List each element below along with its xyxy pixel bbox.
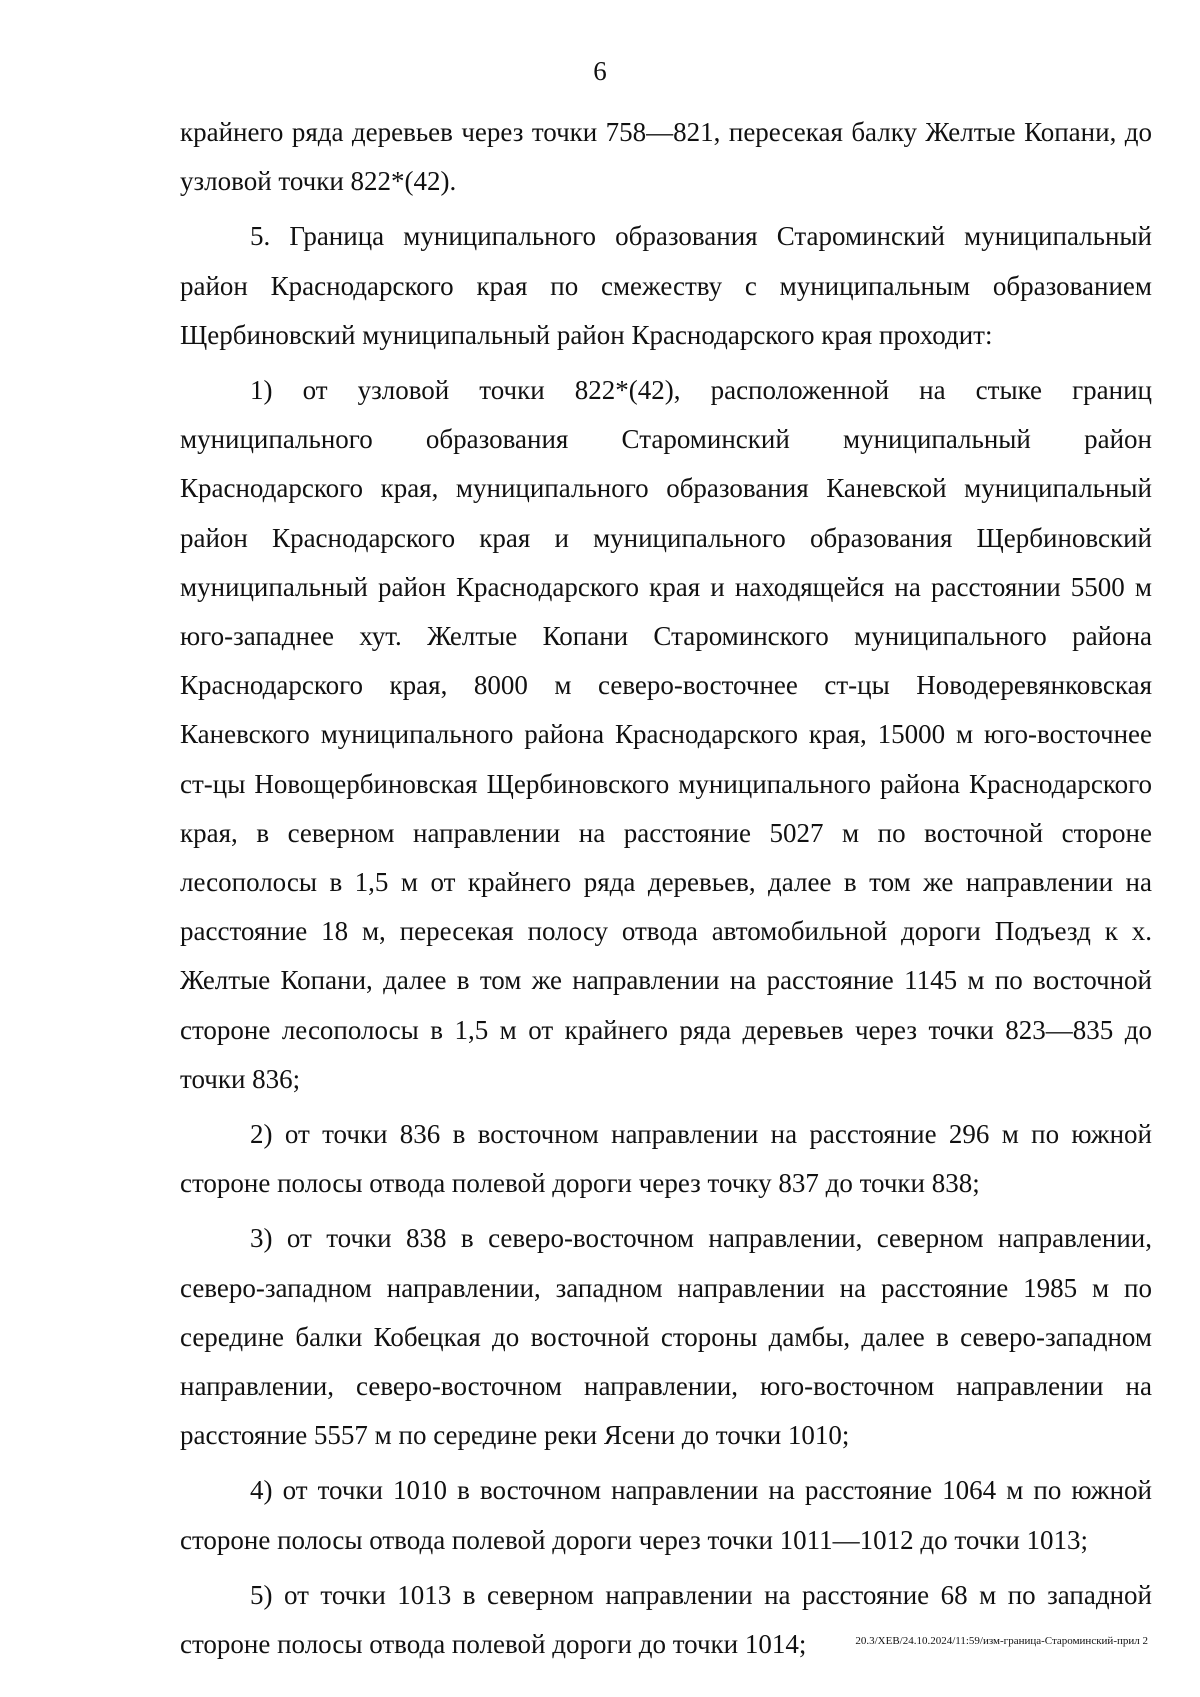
paragraph-continuation: крайнего ряда деревьев через точки 758—821, пересекая балку Желтые Копани, до узловой точки 822*(42). <box>180 117 1152 197</box>
paragraph-item-2: 2) от точки 836 в восточном направлении на расстояние 296 м по южной стороне полосы отвода полевой дороги через точку 837 до точки 838; <box>180 1119 1152 1199</box>
document-footer-reference: 20.3/ХЕВ/24.10.2024/11:59/изм-граница-Староминский-прил 2 <box>855 1635 1148 1647</box>
paragraph-item-4: 4) от точки 1010 в восточном направлении на расстояние 1064 м по южной стороне полосы отвода полевой дороги через точки 1011—1012 до точки 1013; <box>180 1475 1152 1555</box>
paragraph-section-5: 5. Граница муниципального образования Староминский муниципальный район Краснодарского края по смежеству с муниципальным образованием Щербиновский муниципальный район Краснодарского края проходит: <box>180 221 1152 350</box>
paragraph-item-3: 3) от точки 838 в северо-восточном направлении, северном направлении, северо-западном направлении, западном направлении на расстояние 1985 м по середине балки Кобецкая до восточной стороны дамбы, далее в северо-западном направлении, северо-восточном направлении, юго-восточном направлении на расстояние 5557 м по середине реки Ясени до точки 1010; <box>180 1223 1152 1451</box>
document-body <box>180 108 1152 1669</box>
page-number: 6 <box>593 56 607 86</box>
paragraph-item-1: 1) от узловой точки 822*(42), расположенной на стыке границ муниципального образования Староминский муниципальный район Краснодарского края, муниципального образования Каневской муниципальный район Краснодарского края и муниципального образования Щербиновский муниципальный район Краснодарского края и находящейся на расстоянии 5500 м юго-западнее хут. Желтые Копани Староминского муниципального района Краснодарского края, 8000 м северо-восточнее ст-цы Новодеревянковская Каневского муниципального района Краснодарского края, 15000 м юго-восточнее ст-цы Новощербиновская Щербиновского муниципального района Краснодарского края, в северном направлении на расстояние 5027 м по восточной стороне лесополосы в 1,5 м от крайнего ряда деревьев, далее в том же направлении на расстояние 18 м, пересекая полосу отвода автомобильной дороги Подъезд к х. Желтые Копани, далее в том же направлении на расстояние 1145 м по восточной стороне лесополосы в 1,5 м от крайнего ряда деревьев через точки 823—835 до точки 836; <box>180 375 1152 1094</box>
paragraph-item-5: 5) от точки 1013 в северном направлении на расстояние 68 м по западной стороне полосы отвода полевой дороги до точки 1014; <box>180 1579 1152 1660</box>
